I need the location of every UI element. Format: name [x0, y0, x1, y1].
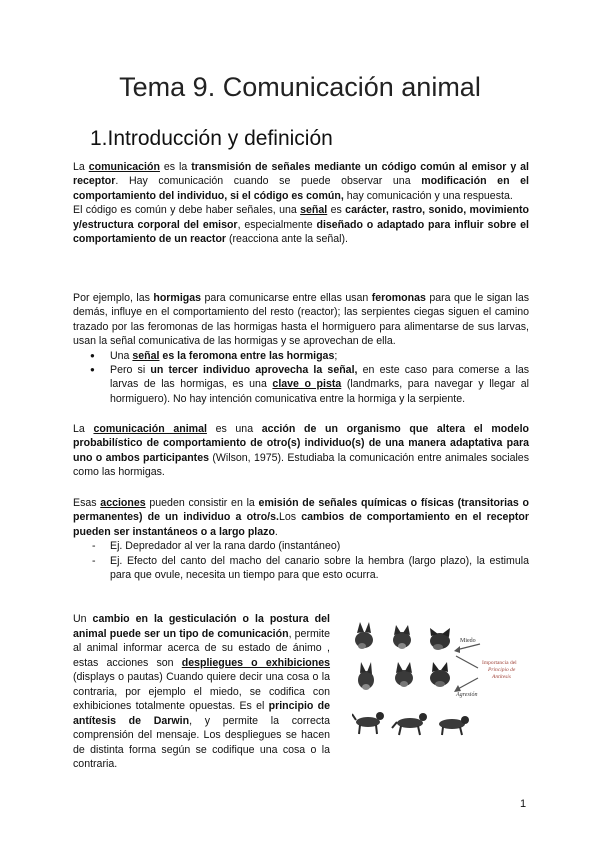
term-senal: señal — [132, 349, 160, 362]
animal-communication-block — [73, 422, 529, 480]
text: (Wilson, 1975). Estudiaba la comunicación entre animales sociales como las hormigas. — [73, 451, 529, 479]
text: (landmarks, para navegar y llegar al hormiguero). No hay intención comunicativa entre la hormiga y la serpiente. — [110, 378, 530, 405]
text: El código es común y debe haber señales, una — [73, 204, 301, 217]
text: (displays o pautas) Cuando quiere decir una cosa o la contraria, por ejemplo el miedo, se codifica con exhibiciones totalmente opuestas. Es el — [73, 671, 330, 712]
arrow-icon — [456, 656, 478, 668]
dash-list — [73, 539, 529, 582]
text: es una — [206, 423, 262, 435]
term-comunicacion-animal: comunicación animal — [93, 423, 207, 435]
text: es — [327, 204, 346, 217]
dog-body-icon — [439, 716, 469, 735]
text: . — [274, 525, 278, 538]
bold-text: acción de un organismo que altera el modelo probabilístico de comportamiento de otro(s) individuo(s) de una manera adaptativa para uno o ambos participantes — [73, 423, 529, 464]
arrow-icon — [454, 678, 478, 692]
caption-line-1: Importancia del — [482, 660, 517, 666]
bold-text: emisión de señales químicas o físicas (transitorias o permanentes) de un individuo a otro/s. — [73, 497, 529, 524]
text: , permite al animal informar acerca de su estado de ánimo , estas acciones son — [73, 627, 330, 669]
page-number: 1 — [520, 798, 527, 810]
text: Pero si — [110, 364, 151, 377]
text: Una — [110, 349, 133, 362]
darwin-antithesis-figure — [352, 620, 530, 748]
dog-head-icon — [358, 662, 374, 690]
list-item — [73, 363, 529, 406]
bold-text: hormigas — [153, 292, 202, 304]
paragraph-ants — [73, 291, 529, 349]
dog-head-icon — [430, 628, 450, 650]
list-item: - Ej. Efecto del canto del macho del canario sobre la hembra (largo plazo), la estimula para que ovule, necesita un tiempo para que esto ocurra. — [73, 554, 529, 583]
dog-head-icon — [393, 625, 411, 649]
page-title: Tema 9. Comunicación animal — [119, 72, 481, 102]
text: para que le sigan las demás, influye en el comportamiento del resto (reactor); las serpientes ciegas siguen el camino trazado por las feromonas de las hormigas hasta el hormiguero para alimentarse de sus larvas, usan la señal comunicativa de las hormigas y se aprovechan de ella. — [73, 292, 530, 348]
text: ; — [334, 349, 338, 362]
bold-text: cambios de comportamiento en el receptor pueden ser instantáneos o a largo plazo — [73, 511, 529, 538]
text: La — [73, 423, 94, 435]
actions-block — [73, 496, 529, 582]
text: Esas — [73, 497, 101, 509]
text: . Hay comunicación cuando se puede observar una — [115, 175, 422, 188]
intro-block — [73, 160, 529, 246]
term-despliegues: despliegues o exhibiciones — [181, 656, 331, 669]
caption-line-3: Antítesis — [492, 674, 511, 680]
arrow-icon — [454, 644, 480, 653]
paragraph-wilson — [73, 422, 529, 480]
label-agresion: Agresión — [456, 692, 478, 698]
dog-head-icon — [395, 662, 413, 687]
bold-text: modificación en el comportamiento del individuo, si el código es común, — [73, 175, 529, 202]
text: Por ejemplo, las — [73, 292, 154, 304]
paragraph-actions — [73, 496, 529, 539]
list-item — [73, 349, 529, 363]
term-clave: clave o pista — [272, 378, 342, 391]
bold-text: principio de antítesis de Darwin — [73, 700, 330, 727]
display-paragraph-block — [73, 612, 330, 772]
term-senal: señal — [300, 204, 328, 217]
bold-text: transmisión de señales mediante un código común al emisor y al receptor — [73, 161, 529, 188]
text: , y permite la correcta comprensión del mensaje. Los despliegues se hacen de distinta forma según se codifique una cosa o la contraria. — [73, 714, 330, 770]
text: Un — [73, 613, 93, 625]
term-acciones: acciones — [100, 497, 146, 509]
label-miedo: Miedo — [460, 638, 476, 644]
paragraph-definition — [73, 160, 529, 203]
bold-text: carácter, rastro, sonido, movimiento y/estructura corporal del emisor — [73, 204, 529, 231]
bold-text: feromonas — [371, 292, 426, 304]
text: en este caso para comerse a las larvas de las hormigas, es una — [110, 364, 530, 391]
bold-text: es la feromona entre las hormigas — [159, 349, 335, 362]
text: Los — [278, 511, 302, 524]
text: para comunicarse entre ellas usan — [201, 292, 372, 304]
text: hay comunicación y una respuesta. — [343, 189, 513, 202]
dog-head-icon — [355, 622, 373, 649]
text: (reacciona ante la señal). — [226, 233, 348, 246]
bold-text: un tercer individuo aprovecha la señal, — [150, 364, 358, 377]
ant-example-block — [73, 291, 529, 406]
paragraph-displays — [73, 612, 330, 772]
bold-text: cambio en la gesticulación o la postura del animal puede ser un tipo de comunicación — [73, 613, 330, 640]
section-heading: 1.Introducción y definición — [90, 127, 333, 150]
caption-line-2: Principio de — [488, 667, 516, 673]
term-comunicacion: comunicación — [88, 161, 160, 173]
text: pueden consistir en la — [145, 497, 259, 509]
dog-body-icon — [392, 713, 427, 735]
list-item: - Ej. Depredador al ver la rana dardo (instantáneo) — [73, 539, 529, 553]
bullet-list — [73, 349, 529, 407]
paragraph-signal — [73, 203, 529, 246]
dog-head-icon — [430, 662, 450, 687]
dog-body-icon — [352, 712, 384, 734]
text: , especialmente — [237, 218, 317, 231]
bold-text: diseñado o adaptado para influir sobre el comportamiento de un reactor — [73, 218, 529, 246]
text: es la — [159, 161, 192, 173]
text: La — [73, 161, 89, 173]
